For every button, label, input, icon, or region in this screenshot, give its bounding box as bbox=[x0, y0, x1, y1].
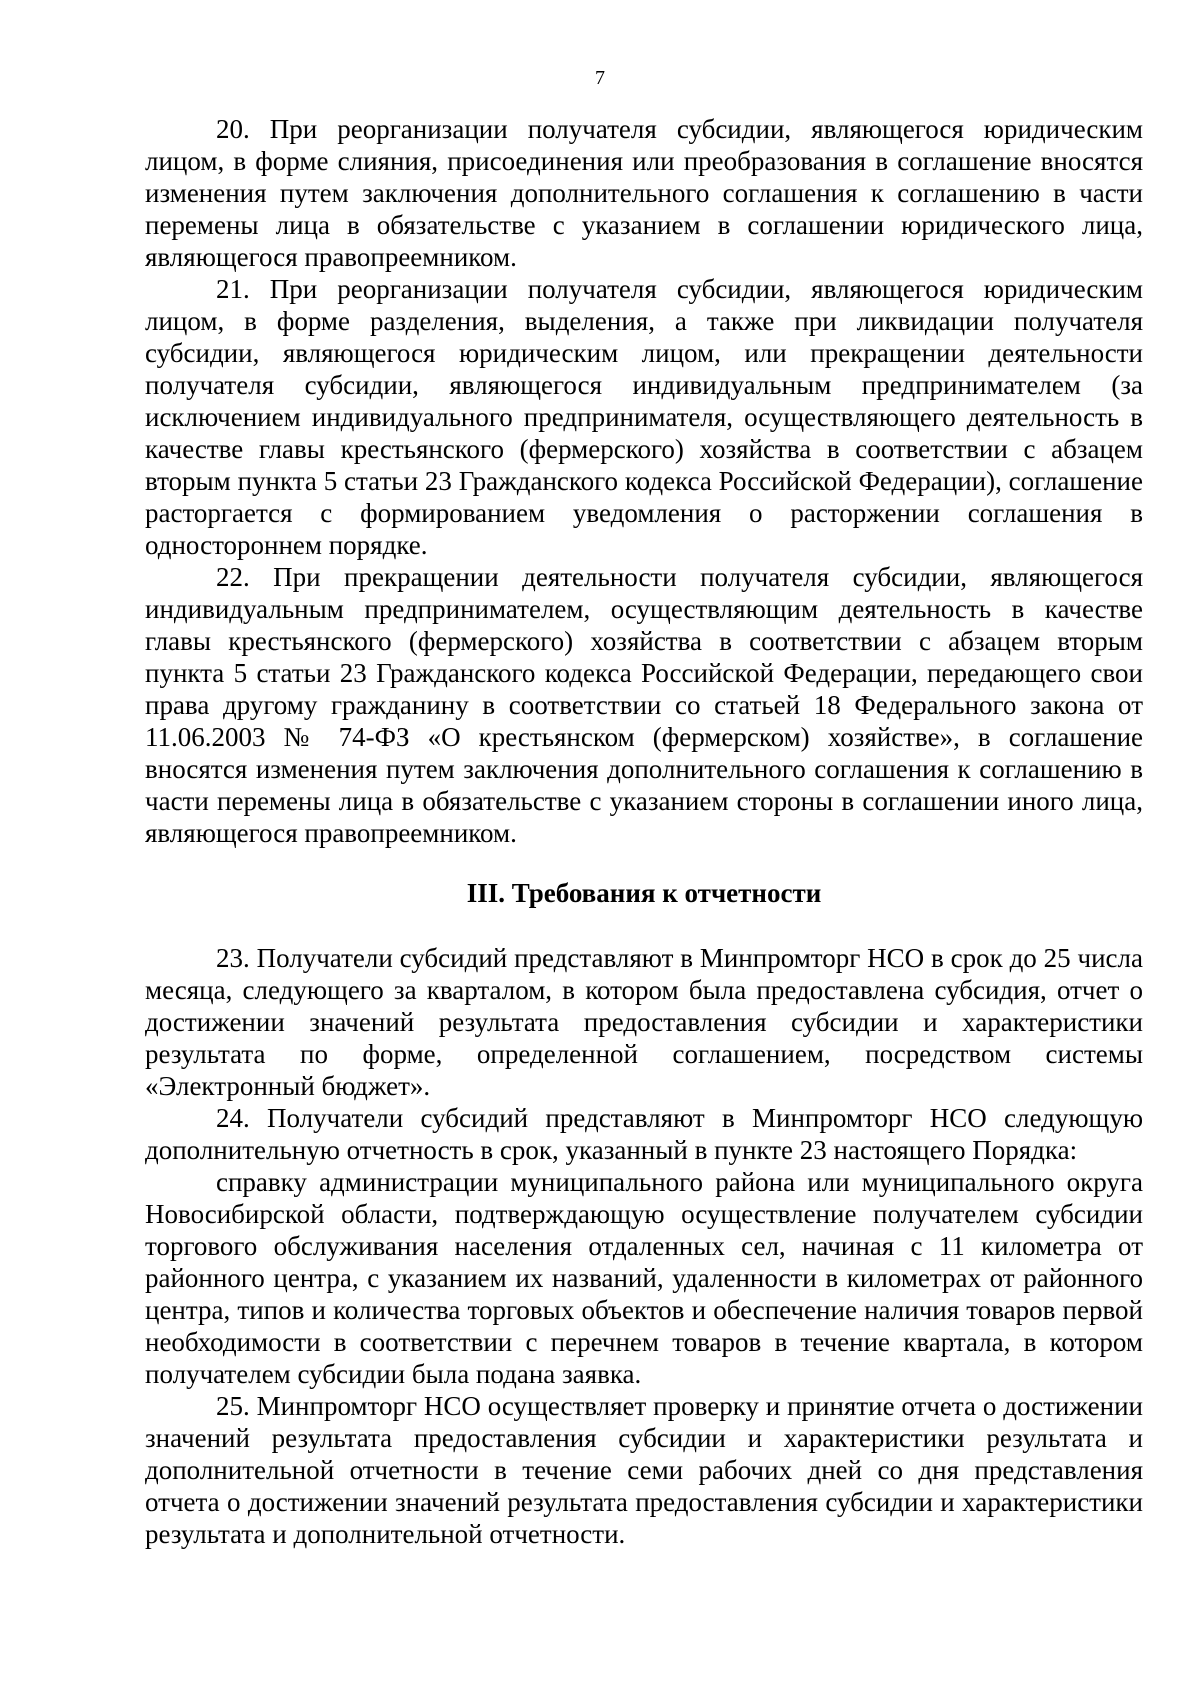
paragraph-21: 21. При реорганизации получателя субсидии, являющегося юридическим лицом, в форме разделения, выделения, а также при ликвидации получателя субсидии, являющегося юридическим лицом, или прекращении деятельности получателя субсидии, являющегося индивидуальным предпринимателем (за исключением индивидуального предпринимателя, осуществляющего деятельность в качестве главы крестьянского (фермерского) хозяйства в соответствии с абзацем вторым пункта 5 статьи 23 Гражданского кодекса Российской Федерации), соглашение расторгается с формированием уведомления о расторжении соглашения в одностороннем порядке. bbox=[145, 274, 1143, 560]
page-number: 7 bbox=[595, 67, 605, 89]
paragraph-24-subitem: справку администрации муниципального района или муниципального округа Новосибирской области, подтверждающую осуществление получателем субсидии торгового обслуживания населения отдаленных сел, начиная с 11 километра от районного центра, с указанием их названий, удаленности в километрах от районного центра, типов и количества торговых объектов и обеспечение наличия товаров первой необходимости в соответствии с перечнем товаров в течение квартала, в котором получателем субсидии была подана заявка. bbox=[145, 1167, 1143, 1389]
paragraph-22: 22. При прекращении деятельности получателя субсидии, являющегося индивидуальным предпринимателем, осуществляющим деятельность в качестве главы крестьянского (фермерского) хозяйства в соответствии с абзацем вторым пункта 5 статьи 23 Гражданского кодекса Российской Федерации, передающего свои права другому гражданину в соответствии со статьей 18 Федерального закона от 11.06.2003 № 74-ФЗ «О крестьянском (фермерском) хозяйстве», в соглашение вносятся изменения путем заключения дополнительного соглашения к соглашению в части перемены лица в обязательстве с указанием стороны в соглашении иного лица, являющегося правопреемником. bbox=[145, 562, 1143, 848]
paragraph-24: 24. Получатели субсидий представляют в Минпромторг НСО следующую дополнительную отчетность в срок, указанный в пункте 23 настоящего Порядка: bbox=[145, 1103, 1143, 1165]
document-body bbox=[145, 113, 1143, 1550]
paragraph-23: 23. Получатели субсидий представляют в Минпромторг НСО в срок до 25 числа месяца, следующего за кварталом, в котором была предоставлена субсидия, отчет о достижении значений результата предоставления субсидии и характеристики результата по форме, определенной соглашением, посредством системы «Электронный бюджет». bbox=[145, 943, 1143, 1101]
paragraph-25: 25. Минпромторг НСО осуществляет проверку и принятие отчета о достижении значений результата предоставления субсидии и характеристики результата и дополнительной отчетности в течение семи рабочих дней со дня представления отчета о достижении значений результата предоставления субсидии и характеристики результата и дополнительной отчетности. bbox=[145, 1391, 1143, 1549]
section-title: III. Требования к отчетности bbox=[466, 878, 822, 908]
paragraph-20: 20. При реорганизации получателя субсидии, являющегося юридическим лицом, в форме слияния, присоединения или преобразования в соглашение вносятся изменения путем заключения дополнительного соглашения к соглашению в части перемены лица в обязательстве с указанием в соглашении юридического лица, являющегося правопреемником. bbox=[145, 114, 1143, 272]
